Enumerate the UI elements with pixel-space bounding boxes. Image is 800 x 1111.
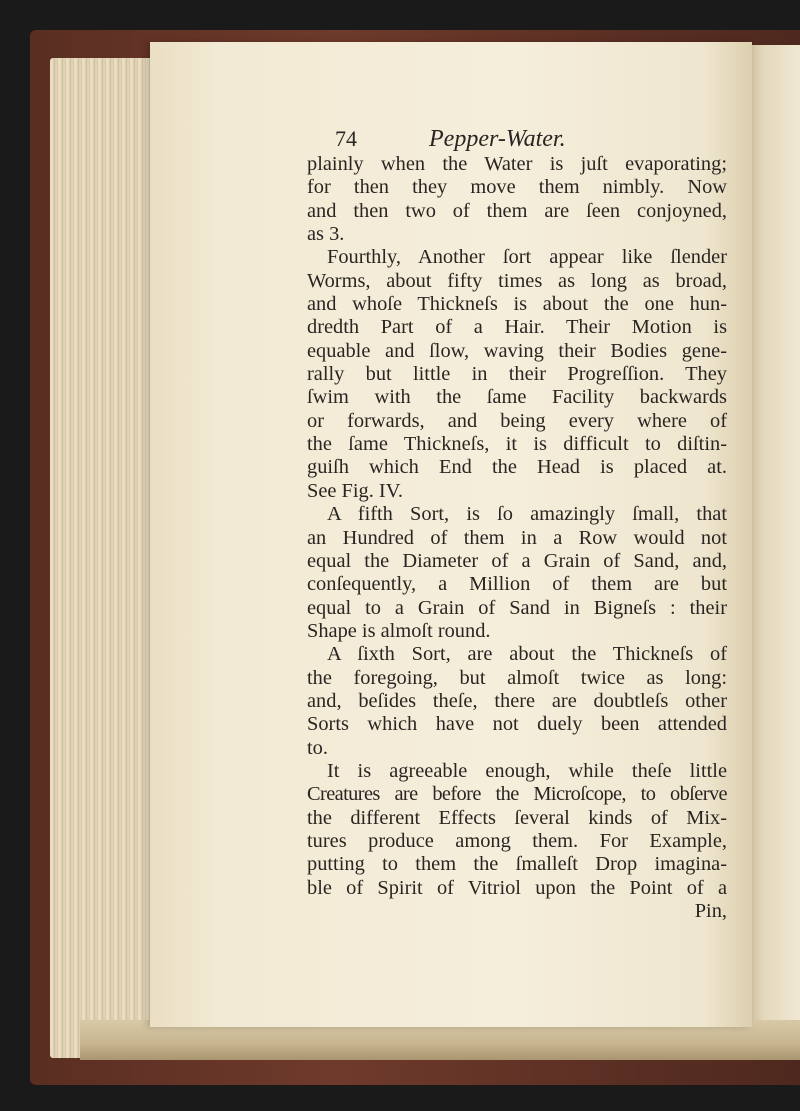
text-line-sixth-sort: A ſixth Sort, are about the Thickneſs of [327,643,727,666]
text-line: and then two of them are ſeen conjoyned, [307,199,727,222]
text-line: the different Effects ſeveral kinds of Mix- [307,806,727,829]
text-line: and whoſe Thickneſs is about the one hun- [307,293,727,316]
text-line: as 3. [307,223,345,246]
text-line-fourthly: Fourthly, Another ſort appear like ſlender [327,246,727,269]
text-line: to. [307,736,328,759]
text-line: the ſame Thickneſs, it is difficult to diſtin- [307,433,727,456]
text-line: plainly when the Water is juſt evaporating; [307,153,727,175]
text-line: See Fig. IV. [307,479,403,502]
text-line: tures produce among them. For Example, [307,829,727,852]
text-line: guiſh which End the Head is placed at. [307,456,727,479]
text-line: putting to them the ſmalleſt Drop imagina- [307,853,727,876]
catchword: Pin, [694,900,727,922]
text-line: equable and ſlow, waving their Bodies gene- [307,339,727,362]
text-line: Worms, about fifty times as long as broad, [307,269,727,292]
text-line: equal the Diameter of a Grain of Sand, and, [307,549,727,572]
text-line: dredth Part of a Hair. Their Motion is [307,316,727,339]
text-line: or forwards, and being every where of [307,409,727,432]
text-line: ſwim with the ſame Facility backwards [307,386,727,409]
body-text [307,153,727,923]
page-number: 74 [335,126,357,151]
text-line-paragraph-start: It is agreeable enough, while theſe little [327,759,727,782]
text-line: Creatures are before the Microſcope, to obſerve [307,783,727,806]
running-title: Pepper-Water. [429,126,566,152]
text-line: ble of Spirit of Vitriol upon the Point of a [307,876,727,899]
text-line: conſequently, a Million of them are but [307,573,727,596]
adjacent-page [745,45,800,1055]
text-line: Sorts which have not duely been attended [307,713,727,736]
page-header [307,126,727,156]
text-line: the foregoing, but almoſt twice as long: [307,666,727,689]
text-line: and, beſides theſe, there are doubtleſs other [307,689,727,712]
text-line-fifth-sort: A fifth Sort, is ſo amazingly ſmall, that [327,503,727,526]
text-line: equal to a Grain of Sand in Bigneſs : their [307,596,727,619]
text-line: for then they move them nimbly. Now [307,176,727,199]
text-line: an Hundred of them in a Row would not [307,526,727,549]
text-line: rally but little in their Progreſſion. They [307,363,727,386]
text-line: Shape is almoſt round. [307,619,491,642]
